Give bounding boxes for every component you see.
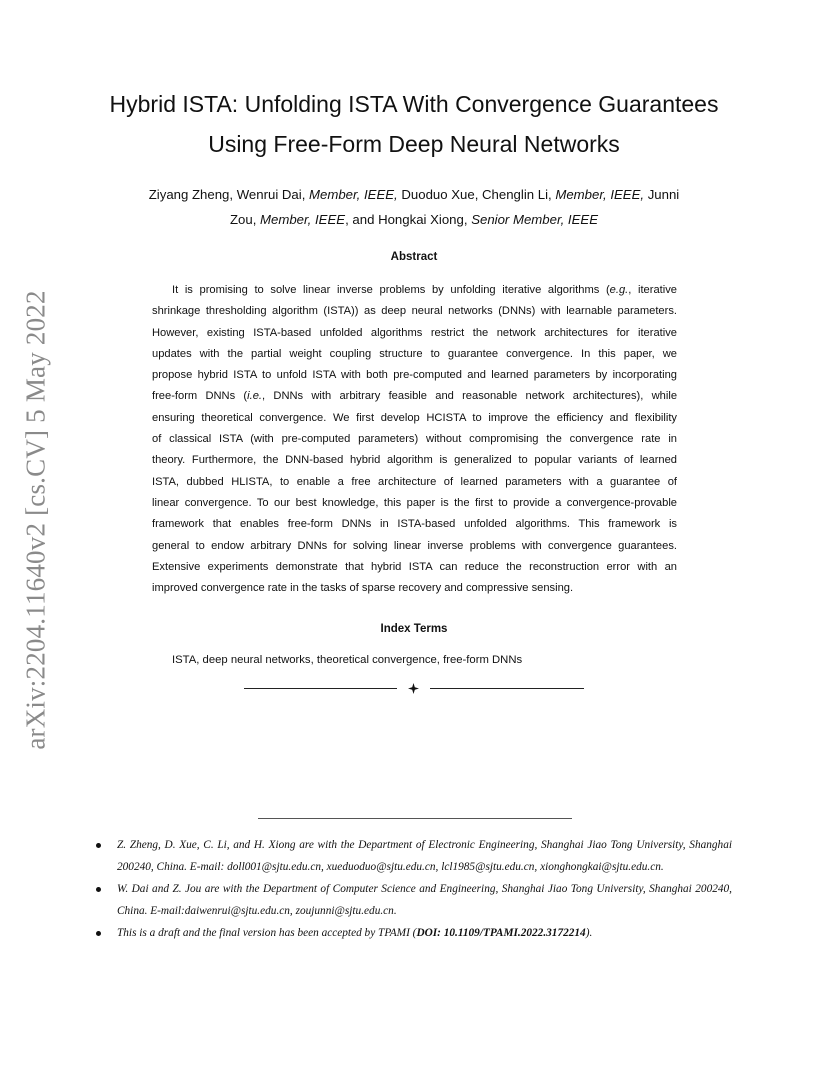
abstract-line: updates with the partial weight coupling structure to guarantee convergence. In this paper, we [152, 347, 677, 360]
index-terms-text: ISTA, deep neural networks, theoretical convergence, free-form DNNs [172, 654, 523, 666]
paper-title [70, 84, 758, 164]
bullet-icon [96, 931, 101, 936]
abstract-line: Extensive experiments demonstrate that hybrid ISTA can reduce the reconstruction error with an [152, 560, 677, 573]
abstract-line: shrinkage thresholding algorithm (ISTA)) as deep neural networks (DNNs) with learnable parameters. [152, 305, 677, 318]
bullet-icon [96, 843, 101, 848]
abstract-line: propose hybrid ISTA to unfold ISTA with both pre-computed and learned parameters by incorporating [152, 369, 677, 382]
author-role: Member, IEEE, [309, 187, 398, 202]
paper-title-line-1: Hybrid ISTA: Unfolding ISTA With Convergence Guarantees [109, 91, 719, 117]
author-names: , and Hongkai Xiong, [345, 212, 472, 227]
abstract-line: general to endow arbitrary DNNs for solving linear inverse problems with convergence guarantees. [152, 539, 677, 552]
author-list [120, 182, 708, 232]
separator-rule-left [244, 688, 397, 689]
abstract-line: improved convergence rate in the tasks of sparse recovery and compressive sensing. [152, 582, 574, 595]
abstract-line: theory. Furthermore, the DNN-based hybrid algorithm is generalized to popular variants of learned [152, 454, 677, 467]
index-terms-heading: Index Terms [380, 623, 448, 635]
bullet-icon [96, 887, 101, 892]
separator-rule-right [430, 688, 584, 689]
footnote-divider [258, 818, 572, 819]
abstract-line: framework that enables free-form DNNs in ISTA-based unfolded algorithms. This framework is [152, 518, 677, 531]
abstract-line: It is promising to solve linear inverse problems by unfolding iterative algorithms (e.g., iterative [172, 284, 677, 296]
arxiv-identifier-stamp: arXiv:2204.11640v2 [cs.CV] 5 May 2022 [20, 290, 51, 750]
author-names: Duoduo Xue, Chenglin Li, [397, 187, 556, 202]
footnote-list [96, 835, 732, 946]
abstract-line: of classical ISTA (with pre-computed parameters) without compromising the convergence rate in [152, 433, 677, 446]
footnote-draft-note: This is a draft and the final version has been accepted by TPAMI (DOI: 10.1109/TPAMI.2022.3172214). [96, 923, 732, 945]
abstract-line: linear convergence. To our best knowledge, this paper is the first to provide a convergence-provable [152, 496, 677, 509]
four-point-star-icon [408, 683, 419, 694]
author-role: Member, IEEE [260, 212, 346, 227]
footnote-affiliation-1: Z. Zheng, D. Xue, C. Li, and H. Xiong are with the Department of Electronic Engineering, Shanghai Jiao Tong University, Shanghai 200240, China. E-mail: doll001@sjtu.edu.cn, xueduoduo@sjtu.edu.cn, lcl1985@sjtu.edu.cn, xionghongkai@sjtu.edu.cn. [96, 835, 732, 878]
author-names: Zou, [229, 212, 261, 227]
abstract-line: ISTA, dubbed HLISTA, to enable a free architecture of learned parameters with a guarantee of [152, 475, 677, 488]
abstract-line: ensuring theoretical convergence. We first develop HCISTA to improve the efficiency and flexibility [152, 411, 677, 424]
abstract-line: However, existing ISTA-based unfolded algorithms restrict the network architectures for iterative [152, 326, 677, 339]
author-role: Member, IEEE, [555, 187, 645, 202]
footnote-affiliation-2: W. Dai and Z. Jou are with the Department of Computer Science and Engineering, Shanghai Jiao Tong University, Shanghai 200240, China. E-mail:daiwenrui@sjtu.edu.cn, zoujunni@sjtu.edu.cn. [96, 879, 732, 922]
paper-title-line-2: Using Free-Form Deep Neural Networks [208, 131, 620, 157]
abstract-body [152, 280, 677, 599]
abstract-line: free-form DNNs (i.e., DNNs with arbitrary feasible and reasonable network architectures), while [152, 390, 678, 403]
section-separator [244, 682, 584, 696]
author-names: Ziyang Zheng, Wenrui Dai, [148, 187, 310, 202]
author-role: Senior Member, IEEE [471, 212, 598, 227]
doi-text: DOI: 10.1109/TPAMI.2022.3172214 [416, 927, 586, 939]
author-names: Junni [644, 187, 680, 202]
abstract-heading: Abstract [390, 251, 438, 263]
